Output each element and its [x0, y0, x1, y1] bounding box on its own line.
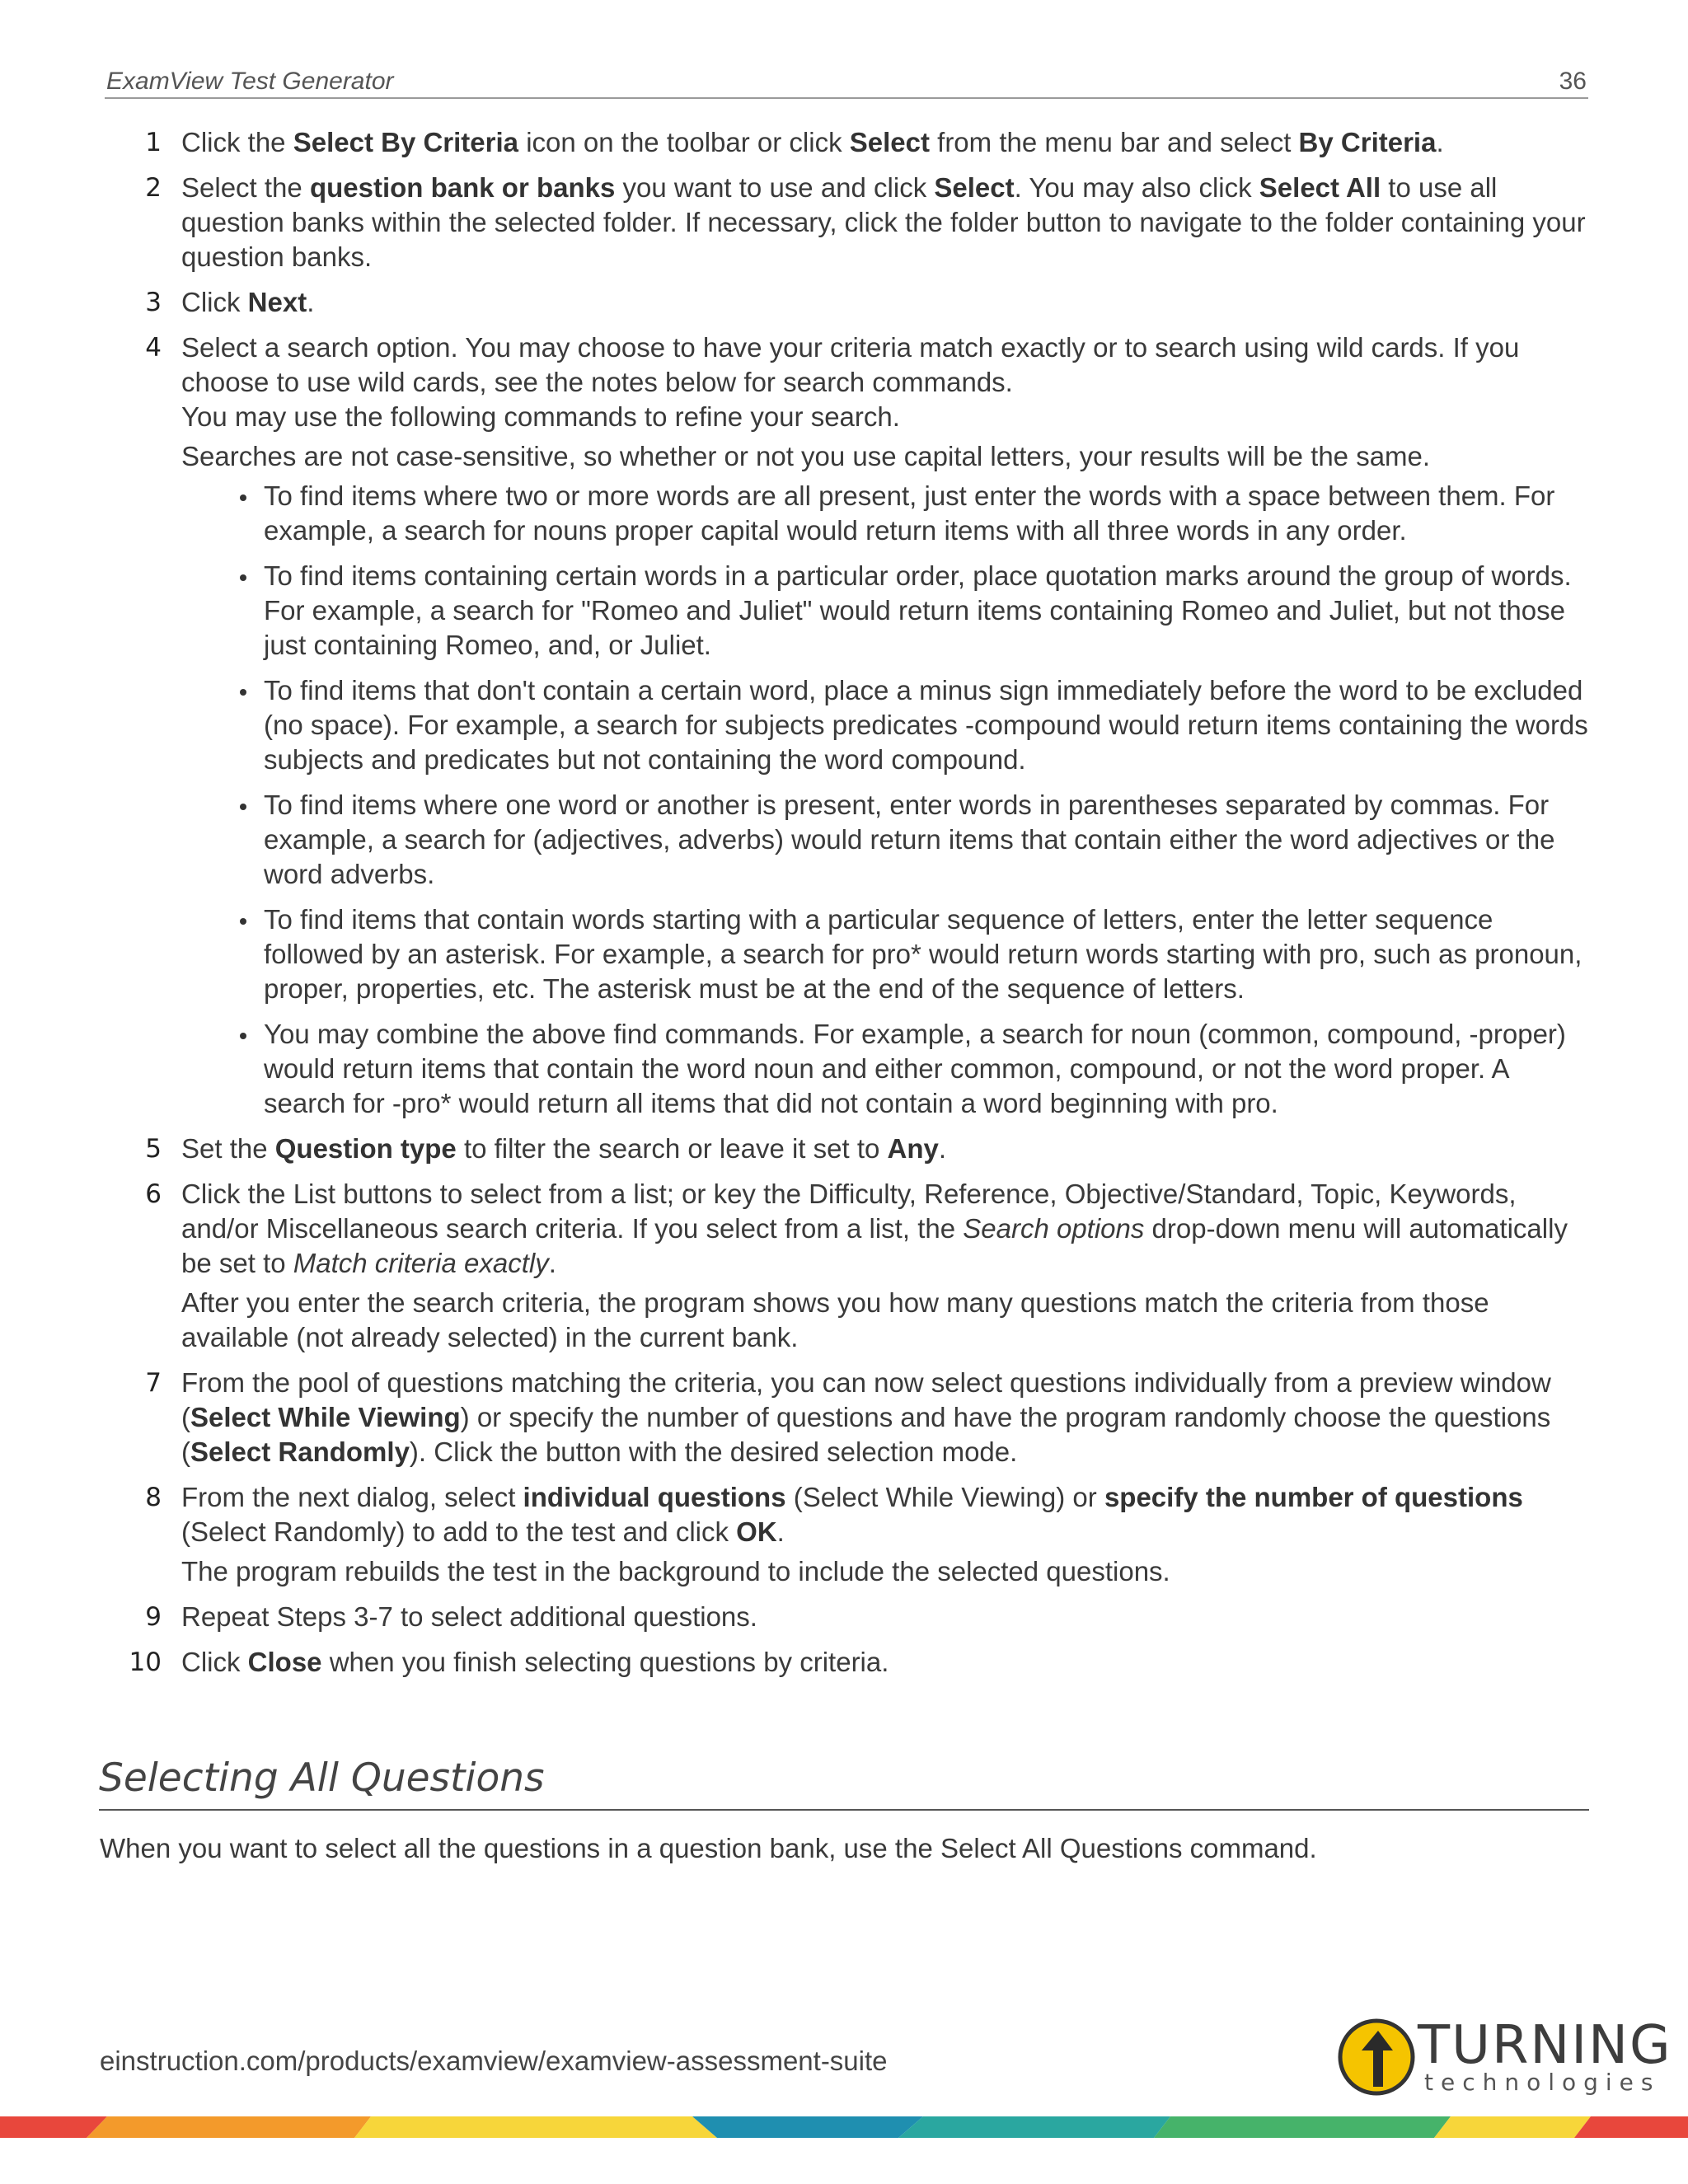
text-run: you want to use and click	[615, 172, 935, 203]
emphasis-bold: Close	[247, 1647, 322, 1677]
text-run: drop-down menu will automatically be set to	[181, 1213, 1568, 1278]
bullet-item: You may combine the above find commands. For example, a search for noun (common, compound, -proper) would return items that contain the word noun and either common, compound, or not the word proper. A search for -pro* would return all items that did not contain a word beginning with pro.	[264, 1017, 1592, 1121]
emphasis-bold: Select All	[1259, 172, 1381, 203]
logo-subtitle: technologies	[1424, 2069, 1661, 2096]
step-number: 5	[145, 1134, 162, 1164]
step-text	[181, 1645, 1592, 1680]
footer-color-band	[0, 2116, 1688, 2138]
step-item	[101, 1480, 1592, 1589]
step-number: 2	[145, 173, 162, 203]
step-item	[101, 1600, 1592, 1634]
emphasis-bold: individual questions	[523, 1482, 786, 1512]
search-command-list	[181, 479, 1592, 1121]
text-run: ) or specify the number of questions and have the program randomly choose the questions (	[181, 1402, 1551, 1467]
step-number: 1	[145, 128, 162, 157]
text-run: .	[1436, 127, 1444, 157]
bullet-item: To find items that don't contain a certain word, place a minus sign immediately before the word to be excluded (no space). For example, a search for subjects predicates -compound would return items containing the words subjects and predicates but not containing the word compound.	[264, 673, 1592, 777]
text-run: Click	[181, 1647, 248, 1677]
step-item	[101, 285, 1592, 320]
step-note: The program rebuilds the test in the background to include the selected questions.	[181, 1556, 1170, 1586]
step-text	[181, 1600, 1592, 1634]
text-run: icon on the toolbar or click	[518, 127, 850, 157]
section-paragraph: When you want to select all the questions in a question bank, use the Select All Questions command.	[100, 1833, 1317, 1863]
step-text	[181, 1177, 1592, 1281]
turning-arrow-logo-icon	[1337, 2018, 1416, 2097]
emphasis-italic: Search options	[963, 1213, 1145, 1244]
emphasis-italic: Match criteria exactly	[293, 1248, 549, 1278]
text-run: Click	[181, 287, 248, 317]
step-item	[101, 1177, 1592, 1355]
text-run: (Select Randomly) to add to the test and click	[181, 1516, 737, 1547]
text-run: From the pool of questions matching the criteria, you can now select questions individually from a preview window (	[181, 1367, 1551, 1432]
text-run: Click the	[181, 127, 293, 157]
emphasis-bold: Select Randomly	[190, 1436, 410, 1467]
text-run: when you finish selecting questions by criteria.	[321, 1647, 889, 1677]
text-run: Select the	[181, 172, 310, 203]
step-item	[101, 1366, 1592, 1469]
step-text: Select a search option. You may choose to have your criteria match exactly or to search using wild cards. If you choose to use wild cards, see the notes below for search commands.	[181, 332, 1520, 397]
step-number: 10	[129, 1647, 162, 1677]
text-run: to filter the search or leave it set to	[456, 1133, 888, 1164]
step-item	[101, 1132, 1592, 1166]
step-number: 7	[145, 1368, 162, 1398]
page-header	[105, 66, 1588, 99]
bullet-item: To find items containing certain words in a particular order, place quotation marks around the group of words. For example, a search for "Romeo and Juliet" would return items containing Romeo and Juliet, but not those just containing Romeo, and, or Juliet.	[264, 559, 1592, 663]
emphasis-bold: By Criteria	[1298, 127, 1437, 157]
text-run: Set the	[181, 1133, 275, 1164]
step-number: 9	[145, 1602, 162, 1632]
text-run: from the menu bar and select	[929, 127, 1299, 157]
step-number: 4	[145, 333, 162, 363]
document-title: ExamView Test Generator	[106, 68, 394, 95]
text-run: ). Click the button with the desired selection mode.	[409, 1436, 1018, 1467]
text-run: (Select While Viewing) or	[785, 1482, 1104, 1512]
emphasis-bold: specify the number of questions	[1104, 1482, 1523, 1512]
step-text	[181, 1366, 1592, 1469]
step-note: Searches are not case-sensitive, so whether or not you use capital letters, your results will be the same.	[181, 441, 1431, 471]
text-run: .	[938, 1133, 947, 1164]
step-text: You may use the following commands to refine your search.	[181, 401, 900, 432]
emphasis-bold: Question type	[274, 1133, 457, 1164]
emphasis-bold: Select	[849, 127, 930, 157]
text-run: . You may also click	[1014, 172, 1259, 203]
step-item	[101, 125, 1592, 160]
text-run: .	[307, 287, 315, 317]
step-item	[101, 1645, 1592, 1680]
emphasis-bold: Next	[247, 287, 307, 317]
bullet-item: To find items where one word or another is present, enter words in parentheses separated by commas. For example, a search for (adjectives, adverbs) would return items that contain either the word adjectives or the word adverbs.	[264, 788, 1592, 892]
text-run: .	[548, 1248, 556, 1278]
text-run: Click the List buttons to select from a list; or key the Difficulty, Reference, Objective/Standard, Topic, Keywords, and/or Miscellaneous search criteria. If you select from a list, the	[181, 1179, 1517, 1244]
section-heading: Selecting All Questions	[99, 1755, 1589, 1811]
step-number: 3	[145, 288, 162, 317]
step-note: After you enter the search criteria, the program shows you how many questions match the criteria from those available (not already selected) in the current bank.	[181, 1287, 1489, 1352]
step-number: 8	[145, 1483, 162, 1512]
emphasis-bold: question bank or banks	[309, 172, 616, 203]
emphasis-bold: Any	[887, 1133, 939, 1164]
step-text	[181, 285, 1592, 320]
emphasis-bold: Select	[934, 172, 1015, 203]
text-run: .	[776, 1516, 785, 1547]
text-run: to use all question banks within the selected folder. If necessary, click the folder button to navigate to the folder containing your question banks.	[181, 172, 1586, 272]
steps-list	[101, 125, 1592, 1690]
emphasis-bold: Select While Viewing	[190, 1402, 461, 1432]
bullet-item: To find items where two or more words are all present, just enter the words with a space between them. For example, a search for nouns proper capital would return items with all three words in any order.	[264, 479, 1592, 548]
logo-wordmark: TURNING	[1418, 2015, 1672, 2076]
emphasis-bold: Select By Criteria	[293, 127, 519, 157]
emphasis-bold: OK	[736, 1516, 777, 1547]
step-item	[101, 171, 1592, 274]
step-item	[101, 330, 1592, 1121]
step-text	[181, 125, 1592, 160]
step-text	[181, 171, 1592, 274]
footer-url: einstruction.com/products/examview/examview-assessment-suite	[100, 2046, 888, 2076]
bullet-item: To find items that contain words starting with a particular sequence of letters, enter the letter sequence followed by an asterisk. For example, a search for pro* would return words starting with pro, such as pronoun, proper, properties, etc. The asterisk must be at the end of the sequence of letters.	[264, 902, 1592, 1006]
step-text	[181, 1132, 1592, 1166]
turning-technologies-logo	[1337, 2015, 1672, 2100]
step-number: 6	[145, 1179, 162, 1209]
text-run: Repeat Steps 3-7 to select additional questions.	[181, 1601, 757, 1632]
text-run: From the next dialog, select	[181, 1482, 523, 1512]
step-text	[181, 1480, 1592, 1549]
page-number: 36	[1559, 68, 1587, 95]
